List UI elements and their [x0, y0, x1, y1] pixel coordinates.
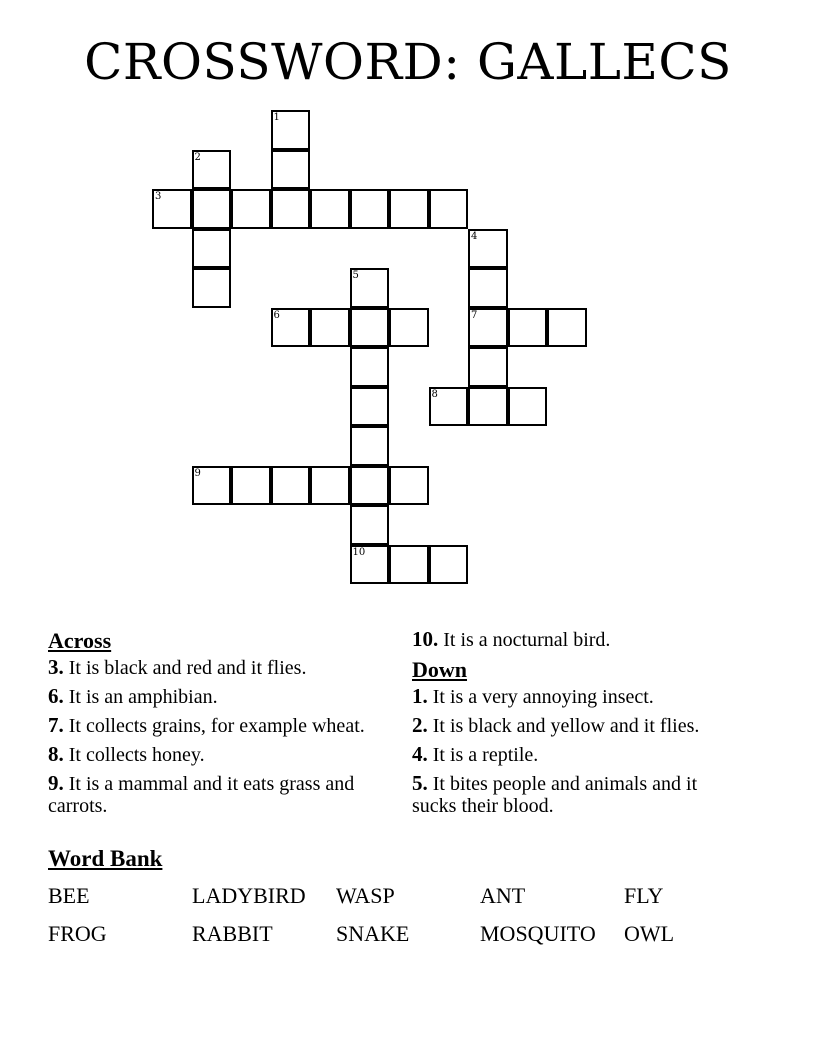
clue-across-3 — [48, 656, 388, 679]
crossword-cell[interactable] — [429, 387, 469, 427]
word-bank-item: ANT — [480, 883, 526, 908]
crossword-cell[interactable] — [468, 387, 508, 427]
clue-number-label: 5 — [352, 270, 359, 281]
clue-text: It is a mammal and it eats grass and carrots. — [48, 773, 355, 817]
crossword-cell[interactable] — [350, 505, 390, 545]
word-bank-item: MOSQUITO — [480, 921, 596, 946]
crossword-cell[interactable] — [350, 466, 390, 506]
crossword-cell[interactable] — [508, 308, 548, 348]
clue-number: 9. — [48, 771, 64, 795]
clue-number: 10. — [412, 627, 439, 651]
word-bank-item: RABBIT — [192, 921, 273, 946]
word-bank-item: BEE — [48, 883, 90, 908]
crossword-cell[interactable] — [192, 268, 232, 308]
crossword-cell[interactable] — [231, 466, 271, 506]
clue-number-label: 6 — [273, 309, 280, 321]
word-bank-item: FLY — [624, 883, 664, 908]
clue-number-label: 4 — [471, 230, 478, 242]
clue-number-label: 2 — [194, 151, 201, 163]
crossword-cell[interactable] — [389, 545, 429, 585]
crossword-cell[interactable] — [192, 466, 232, 506]
clue-number: 6. — [48, 684, 64, 708]
clue-number-label: 1 — [273, 112, 280, 123]
clue-number: 5. — [412, 771, 428, 795]
clue-across-6 — [48, 685, 388, 708]
clue-number: 8. — [48, 742, 64, 766]
crossword-cell[interactable] — [468, 308, 508, 348]
clue-across-8 — [48, 743, 388, 766]
crossword-cell[interactable] — [350, 189, 390, 229]
crossword-cell[interactable] — [152, 189, 192, 229]
crossword-cell[interactable] — [429, 545, 469, 585]
clue-number-label: 9 — [194, 467, 201, 479]
clues-column-left — [48, 628, 388, 823]
down-heading: Down — [412, 657, 468, 682]
clue-number-label: 3 — [155, 191, 162, 202]
crossword-cell[interactable] — [192, 189, 232, 229]
crossword-cell[interactable] — [508, 387, 548, 427]
clue-number: 1. — [412, 684, 428, 708]
clue-text: It is an amphibian. — [68, 686, 218, 708]
clue-text: It bites people and animals and it sucks their blood. — [412, 773, 698, 817]
crossword-cell[interactable] — [350, 308, 390, 348]
word-bank-item: FROG — [48, 921, 107, 946]
crossword-cell[interactable] — [271, 150, 311, 190]
crossword-cell[interactable] — [310, 466, 350, 506]
crossword-cell[interactable] — [310, 189, 350, 229]
clue-across-10 — [412, 628, 742, 651]
word-bank-item: SNAKE — [336, 921, 410, 946]
page-title: CROSSWORD: GALLECS — [84, 33, 732, 91]
crossword-cell[interactable] — [350, 268, 390, 308]
crossword-cell[interactable] — [468, 229, 508, 269]
clue-text: It collects grains, for example wheat. — [68, 715, 365, 737]
clue-across-7 — [48, 714, 388, 737]
clue-number: 3. — [48, 655, 64, 679]
crossword-cell[interactable] — [350, 545, 390, 585]
crossword-cell[interactable] — [468, 347, 508, 387]
clue-text: It is black and yellow and it flies. — [432, 715, 700, 737]
across-heading: Across — [48, 628, 112, 653]
word-bank-item: WASP — [336, 883, 395, 908]
crossword-cell[interactable] — [389, 466, 429, 506]
crossword-cell[interactable] — [271, 189, 311, 229]
crossword-cell[interactable] — [468, 268, 508, 308]
crossword-cell[interactable] — [231, 189, 271, 229]
clue-number-label: 8 — [431, 388, 438, 400]
crossword-cell[interactable] — [271, 308, 311, 348]
crossword-cell[interactable] — [547, 308, 587, 348]
clue-down-2 — [412, 714, 742, 737]
word-bank-item: LADYBIRD — [192, 883, 306, 908]
clue-text: It is a very annoying insect. — [432, 686, 654, 708]
crossword-cell[interactable] — [429, 189, 469, 229]
clue-number-label: 7 — [471, 309, 478, 321]
clue-number-label: 10 — [352, 546, 366, 558]
crossword-cell[interactable] — [271, 110, 311, 150]
clue-text: It is a reptile. — [432, 744, 539, 766]
crossword-cell[interactable] — [350, 387, 390, 427]
crossword-cell[interactable] — [389, 189, 429, 229]
clue-across-9 — [48, 772, 388, 817]
clue-down-5 — [412, 772, 742, 817]
word-bank-heading: Word Bank — [48, 846, 163, 871]
crossword-cell[interactable] — [350, 347, 390, 387]
clue-number: 2. — [412, 713, 428, 737]
clue-text: It is black and red and it flies. — [68, 657, 307, 679]
clues-column-right — [412, 628, 742, 823]
word-bank — [48, 884, 768, 946]
clue-text: It collects honey. — [68, 744, 205, 766]
crossword-cell[interactable] — [389, 308, 429, 348]
crossword-cell[interactable] — [350, 426, 390, 466]
crossword-cell[interactable] — [271, 466, 311, 506]
crossword-cell[interactable] — [192, 150, 232, 190]
clue-text: It is a nocturnal bird. — [443, 629, 611, 651]
clue-down-1 — [412, 685, 742, 708]
crossword-cell[interactable] — [192, 229, 232, 269]
clue-down-4 — [412, 743, 742, 766]
word-bank-item: OWL — [624, 921, 675, 946]
crossword-cell[interactable] — [310, 308, 350, 348]
clue-number: 7. — [48, 713, 64, 737]
clue-number: 4. — [412, 742, 428, 766]
